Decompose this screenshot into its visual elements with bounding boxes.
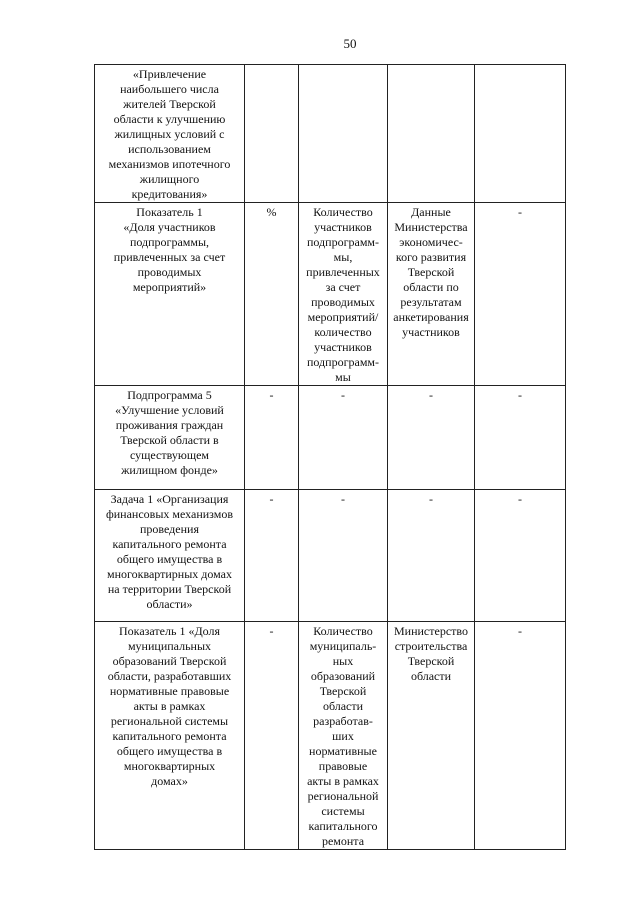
table-cell: - [245,622,299,850]
table-row [95,622,566,850]
table-cell [388,65,475,203]
table-cell: Данные Министерства экономичес- кого развития Тверской области по результатам анкетирования участников [388,203,475,386]
table-cell: Подпрограмма 5 «Улучшение условий проживания граждан Тверской области в существующем жилищном фонде» [95,386,245,490]
table-cell: - [475,622,566,850]
table-cell [475,65,566,203]
table-row [95,65,566,203]
table-cell: Количество участников подпрограмм- мы, привлеченных за счет проводимых мероприятий/ количество участников подпрограмм- мы [299,203,388,386]
table-row [95,203,566,386]
table-cell: - [299,490,388,622]
table-cell: Задача 1 «Организация финансовых механизмов проведения капитального ремонта общего имущества в многоквартирных домах на территории Тверской области» [95,490,245,622]
table-cell: - [475,386,566,490]
table-cell: - [475,490,566,622]
table-cell: «Привлечение наибольшего числа жителей Тверской области к улучшению жилищных условий с использованием механизмов ипотечного жилищного кредитования» [95,65,245,203]
table-cell [299,65,388,203]
table-cell: - [299,386,388,490]
table-row [95,386,566,490]
table-cell: - [245,386,299,490]
table-cell: Министерство строительства Тверской области [388,622,475,850]
table-cell: - [245,490,299,622]
table-cell: Показатель 1 «Доля муниципальных образований Тверской области, разработавших нормативные правовые акты в рамках региональной системы капитального ремонта общего имущества в многоквартирных домах» [95,622,245,850]
table-cell: Показатель 1 «Доля участников подпрограммы, привлеченных за счет проводимых мероприятий» [95,203,245,386]
page-number: 50 [343,36,357,51]
table-cell: - [388,386,475,490]
table-cell: % [245,203,299,386]
table-cell: - [475,203,566,386]
indicators-table [94,64,566,850]
table-cell: Количество муниципаль- ных образований Тверской области разработав- ших нормативные правовые акты в рамках региональной системы капитального ремонта [299,622,388,850]
table-cell: - [388,490,475,622]
table-cell [245,65,299,203]
table-row [95,490,566,622]
